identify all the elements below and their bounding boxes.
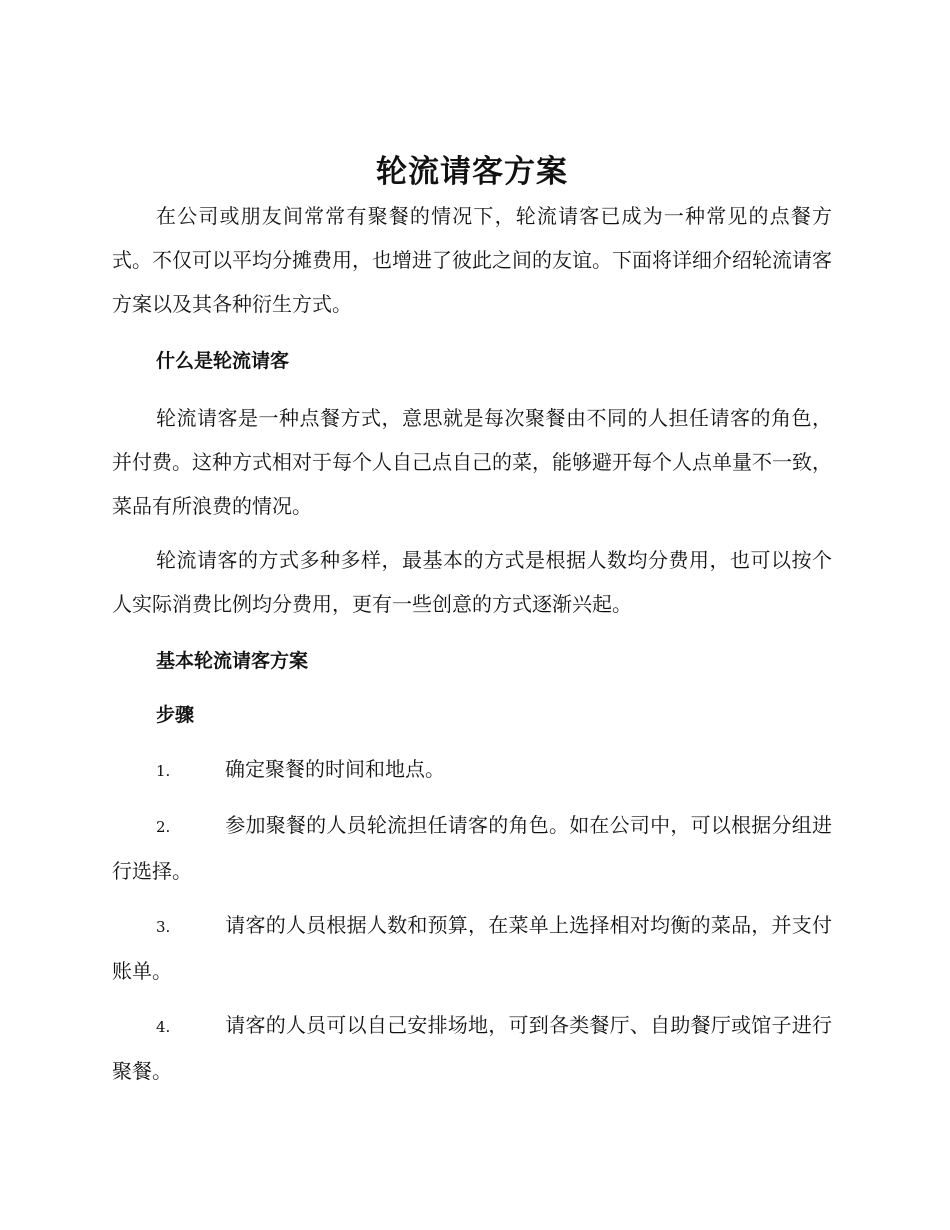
step-number: 3. [156, 918, 171, 936]
spacer [112, 383, 832, 396]
subheading-steps: 步骤 [156, 704, 195, 726]
section1-paragraph-1: 轮流请客是一种点餐方式，意思就是每次聚餐由不同的人担任请客的角色，并付费。这种方式相对于每个人自己点自己的菜，能够避开每个人点单量不一致，菜品有所浪费的情况。 [112, 406, 832, 518]
step-item-1 [112, 747, 832, 793]
step-text: 请客的人员可以自己安排场地，可到各类餐厅、自助餐厅或馆子进行聚餐。 [112, 1013, 832, 1083]
spacer [112, 326, 832, 339]
step-item-4 [112, 1003, 832, 1093]
step-number: 1. [156, 762, 171, 780]
spacer [112, 626, 832, 639]
intro-paragraph: 在公司或朋友间常常有聚餐的情况下，轮流请客已成为一种常见的点餐方式。不仅可以平均分摊费用，也增进了彼此之间的友谊。下面将详细介绍轮流请客方案以及其各种衍生方式。 [112, 204, 832, 316]
step-text: 确定聚餐的时间和地点。 [225, 757, 445, 781]
spacer [112, 683, 832, 693]
step-text: 请客的人员根据人数和预算，在菜单上选择相对均衡的菜品，并支付账单。 [112, 913, 832, 983]
step-item-3 [112, 903, 832, 993]
spacer [112, 737, 832, 747]
step-text: 参加聚餐的人员轮流担任请客的角色。如在公司中，可以根据分组进行选择。 [112, 813, 832, 883]
step-item-2 [112, 803, 832, 893]
step-number: 2. [156, 818, 171, 836]
spacer [112, 993, 832, 1003]
section1-paragraph-2: 轮流请客的方式多种多样，最基本的方式是根据人数均分费用，也可以按个人实际消费比例均分费用，更有一些创意的方式逐渐兴起。 [112, 548, 832, 616]
document-body [112, 150, 832, 1093]
step-number: 4. [156, 1018, 171, 1036]
spacer [112, 893, 832, 903]
spacer [112, 793, 832, 803]
section-heading-what-is: 什么是轮流请客 [156, 350, 290, 372]
section-heading-basic-plan: 基本轮流请客方案 [156, 650, 309, 672]
spacer [112, 528, 832, 538]
document-title: 轮流请客方案 [376, 154, 568, 190]
